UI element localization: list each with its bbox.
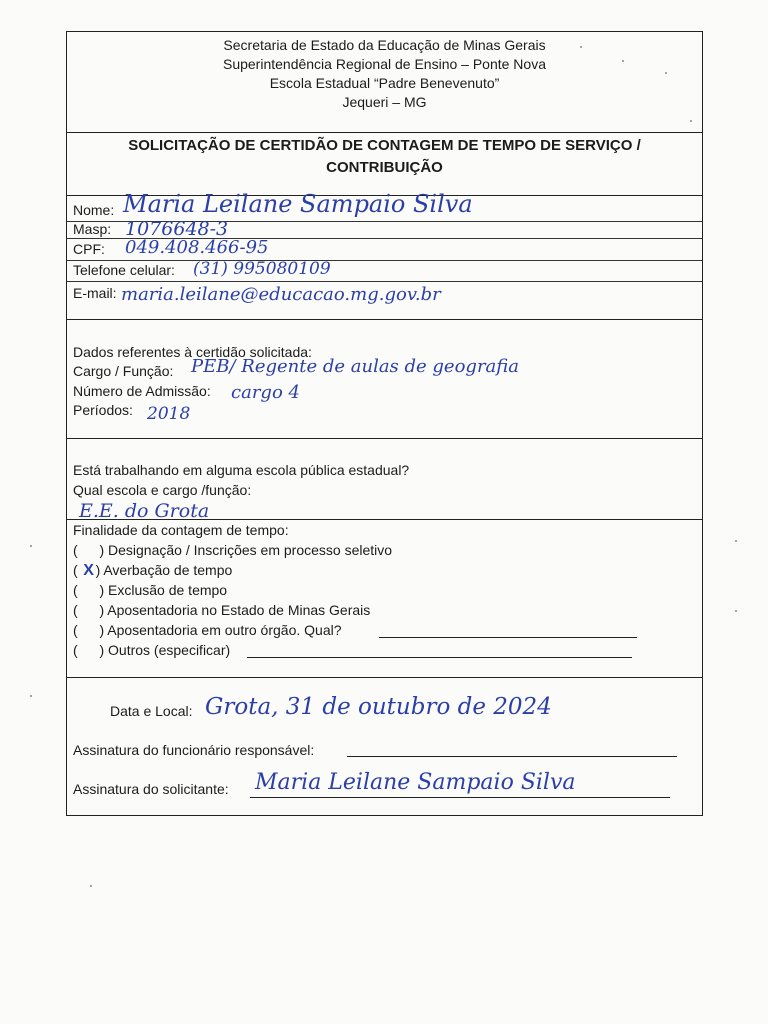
periodos-label: Períodos: <box>73 402 133 418</box>
masp-field[interactable]: 1076648-3 <box>125 218 229 240</box>
option-aposentadoria-mg[interactable]: ( ) Aposentadoria no Estado de Minas Gerais <box>73 602 371 618</box>
scan-speck <box>30 695 32 697</box>
option-mark-checked: X <box>83 562 94 579</box>
row-line <box>67 260 702 261</box>
scan-speck <box>690 120 692 122</box>
certidao-heading: Dados referentes à certidão solicitada: <box>73 344 312 360</box>
option-label: Aposentadoria em outro órgão. Qual? <box>107 622 342 638</box>
admissao-label: Número de Admissão: <box>73 383 211 399</box>
option-designacao[interactable]: ( ) Designação / Inscrições em processo seletivo <box>73 542 393 558</box>
divider <box>67 519 702 520</box>
escola-field[interactable]: E.E. do Grota <box>79 500 210 522</box>
header-cidade: Jequeri – MG <box>342 94 427 110</box>
scan-speck <box>665 72 667 74</box>
option-aposentadoria-outro[interactable]: ( ) Aposentadoria em outro órgão. Qual? <box>73 622 342 638</box>
email-label: E-mail: <box>73 285 117 301</box>
divider <box>67 319 702 320</box>
form-title-line2: CONTRIBUIÇÃO <box>326 159 443 176</box>
divider <box>67 132 702 133</box>
escola-question: Está trabalhando em alguma escola pública estadual? <box>73 462 410 478</box>
solicitante-signature: Maria Leilane Sampaio Silva <box>255 770 576 795</box>
finalidade-heading: Finalidade da contagem de tempo: <box>73 522 289 538</box>
option-label: Designação / Inscrições em processo seletivo <box>108 542 393 558</box>
solicitante-label: Assinatura do solicitante: <box>73 781 229 797</box>
option-label: Aposentadoria no Estado de Minas Gerais <box>107 602 371 618</box>
data-local-field[interactable]: Grota, 31 de outubro de 2024 <box>205 694 552 720</box>
cpf-field[interactable]: 049.408.466-95 <box>125 237 269 258</box>
admissao-field[interactable]: cargo 4 <box>231 382 300 403</box>
form-title-line1: SOLICITAÇÃO DE CERTIDÃO DE CONTAGEM DE TEMPO DE SERVIÇO / <box>128 137 641 154</box>
option-label: Exclusão de tempo <box>108 582 228 598</box>
telefone-field[interactable]: (31) 995080109 <box>193 259 331 279</box>
divider <box>67 677 702 678</box>
scan-speck <box>30 545 32 547</box>
scan-speck <box>622 60 624 62</box>
data-local-label: Data e Local: <box>110 703 193 719</box>
solicitante-signature-line[interactable] <box>250 797 670 798</box>
row-line <box>67 281 702 282</box>
header-escola: Escola Estadual “Padre Benevenuto” <box>269 75 500 91</box>
certificate-request-form <box>66 31 703 816</box>
option-label: Outros (especificar) <box>108 642 231 658</box>
scan-speck <box>735 540 737 542</box>
option-averbacao[interactable]: ( X ) Averbação de tempo <box>73 562 233 579</box>
nome-label: Nome: <box>73 202 115 218</box>
nome-field[interactable]: Maria Leilane Sampaio Silva <box>123 190 473 218</box>
header-superintendencia: Superintendência Regional de Ensino – Ponte Nova <box>222 56 546 72</box>
option-label: Averbação de tempo <box>103 562 233 578</box>
aposentadoria-outro-blank[interactable] <box>379 637 637 638</box>
funcionario-label: Assinatura do funcionário responsável: <box>73 742 315 758</box>
scan-speck <box>580 46 582 48</box>
cpf-label: CPF: <box>73 241 105 257</box>
masp-label: Masp: <box>73 221 112 237</box>
escola-cargo-question: Qual escola e cargo /função: <box>73 482 252 498</box>
divider <box>67 438 702 439</box>
telefone-label: Telefone celular: <box>73 262 175 278</box>
option-outros[interactable]: ( ) Outros (especificar) <box>73 642 231 658</box>
cargo-field[interactable]: PEB/ Regente de aulas de geografia <box>191 356 520 377</box>
header-secretaria: Secretaria de Estado da Educação de Minas Gerais <box>223 37 546 53</box>
scan-speck <box>735 610 737 612</box>
outros-blank[interactable] <box>247 657 632 658</box>
cargo-label: Cargo / Função: <box>73 363 174 379</box>
scan-speck <box>90 885 92 887</box>
option-exclusao[interactable]: ( ) Exclusão de tempo <box>73 582 228 598</box>
email-field[interactable]: maria.leilane@educacao.mg.gov.br <box>121 284 441 305</box>
periodos-field[interactable]: 2018 <box>147 404 191 424</box>
funcionario-signature-line[interactable] <box>347 756 677 757</box>
